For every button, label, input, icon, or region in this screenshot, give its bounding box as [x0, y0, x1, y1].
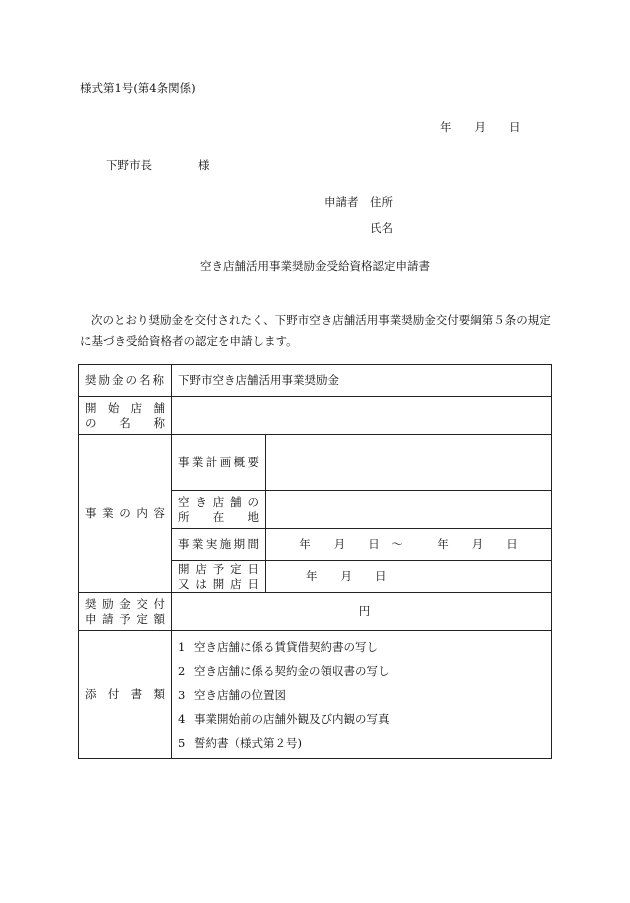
row-incentive-name	[79, 365, 552, 397]
attachment-number: 3	[178, 687, 186, 702]
attachment-number: 1	[178, 639, 186, 654]
row-amount	[79, 593, 552, 631]
period-label: 事業実施期間	[172, 529, 266, 561]
business-plan-label: 事業計画概要	[172, 435, 266, 491]
attachment-number: 2	[178, 663, 186, 678]
opening-date-label	[172, 561, 266, 593]
attachments-list	[178, 635, 545, 755]
applicant-address-label: 申請者 住所	[324, 195, 393, 209]
business-content-label: 事業の内容	[79, 435, 172, 593]
list-item	[178, 707, 545, 731]
attachments-list-cell	[172, 631, 552, 759]
opening-date-text: 年 月 日	[306, 569, 387, 583]
opening-date-label-line1: 開店予定日	[178, 561, 259, 576]
list-item	[178, 731, 545, 755]
period-value[interactable]: 年 月 日 ～ 年 月 日	[266, 529, 552, 561]
attachment-text: 事業開始前の店舗外観及び内観の写真	[194, 711, 390, 726]
location-field[interactable]	[266, 491, 552, 529]
attachment-text: 空き店舗に係る賃貸借契約書の写し	[194, 639, 378, 654]
attachment-text: 誓約書（様式第２号)	[194, 735, 302, 750]
list-item	[178, 659, 545, 683]
applicant-name-label: 氏名	[370, 221, 393, 235]
document-title: 空き店舗活用事業奨励金受給資格認定申請書	[200, 259, 430, 273]
incentive-name-label: 奨励金の名称	[79, 365, 172, 397]
incentive-name-value: 下野市空き店舗活用事業奨励金	[172, 365, 552, 397]
list-item	[178, 683, 545, 707]
date-line: 年 月 日	[440, 120, 521, 134]
list-item	[178, 635, 545, 659]
location-label	[172, 491, 266, 529]
attachment-number: 5	[178, 735, 186, 750]
attachment-text: 空き店舗の位置図	[194, 687, 286, 702]
form-number: 様式第1号(第4条関係)	[80, 81, 196, 95]
attachment-number: 4	[178, 711, 186, 726]
opening-date-label-line2: 又は開店日	[178, 576, 259, 591]
business-plan-field[interactable]	[266, 435, 552, 491]
amount-label-line2: 申請予定額	[85, 611, 165, 626]
amount-value[interactable]	[172, 593, 552, 631]
amount-unit: 円	[358, 604, 371, 618]
store-name-field[interactable]	[172, 397, 552, 435]
store-name-label	[79, 397, 172, 435]
row-business-plan	[79, 435, 552, 491]
store-name-label-line2: の名称	[85, 415, 165, 430]
opening-date-value[interactable]	[266, 561, 552, 593]
amount-label-line1: 奨励金交付	[85, 596, 165, 611]
body-text: 次のとおり奨励金を交付されたく、下野市空き店舗活用事業奨励金交付要綱第５条の規定に基づき受給資格者の認定を申請します。	[80, 313, 551, 348]
attachments-label: 添付書類	[79, 631, 172, 759]
addressee: 下野市長 様	[106, 158, 210, 172]
row-attachments	[79, 631, 552, 759]
location-label-line2: 所在地	[178, 509, 259, 524]
location-label-line1: 空き店舗の	[178, 494, 259, 509]
amount-label	[79, 593, 172, 631]
row-store-name	[79, 397, 552, 435]
attachment-text: 空き店舗に係る契約金の領収書の写し	[194, 663, 390, 678]
store-name-label-line1: 開始店舗	[85, 400, 165, 415]
application-form-table	[78, 364, 552, 759]
